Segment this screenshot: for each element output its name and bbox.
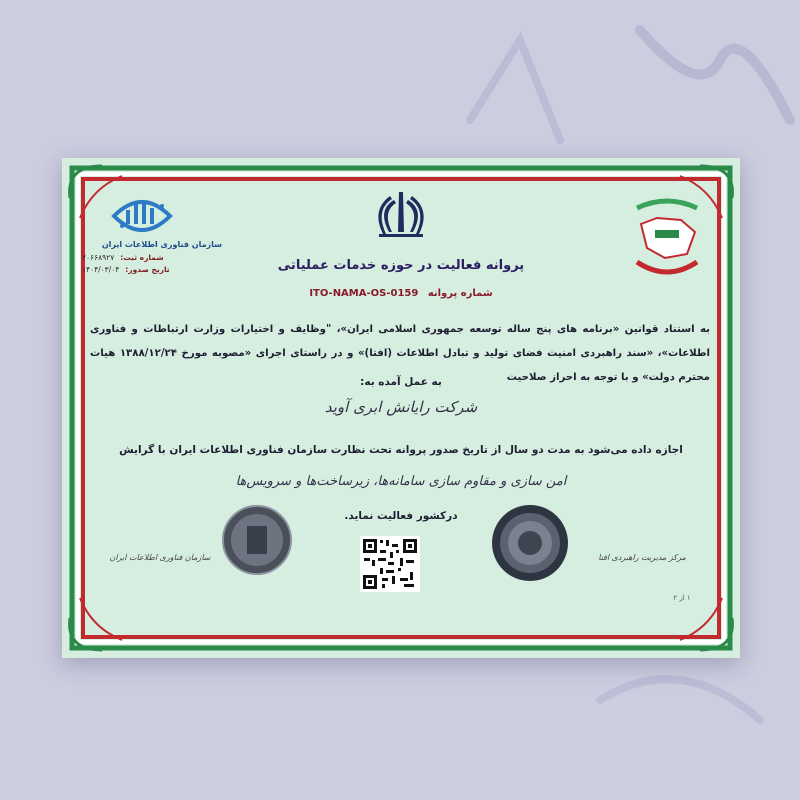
reg-value: ۲۰۶۶۸۹۲۷	[82, 253, 115, 262]
company-name: شرکت رایانش ابری آوید	[324, 398, 478, 416]
assigned-line: به عمل آمده به:	[360, 376, 442, 388]
permit-number: ITO-NAMA-OS-0159	[309, 288, 419, 299]
country-line: درکشور فعالیت نماید.	[344, 510, 458, 522]
reg-label: شماره ثبت:	[120, 253, 164, 262]
date-label: تاریخ صدور:	[125, 265, 170, 274]
ito-logo-icon	[114, 202, 170, 230]
page-number: ۱ از ۲	[673, 594, 691, 602]
permit-row	[62, 288, 740, 299]
permit-label: شماره پروانه	[427, 288, 493, 299]
left-signature: سازمان فناوری اطلاعات ایران	[109, 553, 211, 562]
certificate	[62, 158, 740, 658]
issuer-org-name: سازمان فناوری اطلاعات ایران	[101, 240, 222, 249]
qr-code	[360, 536, 420, 592]
specialty-line: امن سازی و مقاوم سازی سامانه‌ها، زیرساخت‌ها و سرویس‌ها	[235, 474, 567, 489]
body-paragraph: به استناد قوانین «برنامه های پنج ساله توسعه جمهوری اسلامی ایران»، "وظایف و اختیارات وزارت ارتباطات و فناوری اطلاعات»، «سند راهبردی امنیت فضای تولید و تبادل اطلاعات (افتا)» و در راستای اجرای «مصوبه مورخ ۱۳۸۸/۱۲/۲۴ هیات محترم دولت» و با توجه به احراز صلاحیت	[90, 324, 710, 383]
permission-line: اجازه داده می‌شود به مدت دو سال از تاریخ صدور پروانه تحت نظارت سازمان فناوری اطلاعات ایران با گرایش	[119, 444, 683, 456]
date-value: ۱۴۰۴/۰۳/۰۴	[82, 265, 120, 274]
right-signature: مرکز مدیریت راهبردی افتا	[598, 553, 686, 562]
emblem-icon	[378, 192, 423, 237]
certificate-title: پروانه فعالیت در حوزه خدمات عملیاتی	[277, 258, 525, 273]
